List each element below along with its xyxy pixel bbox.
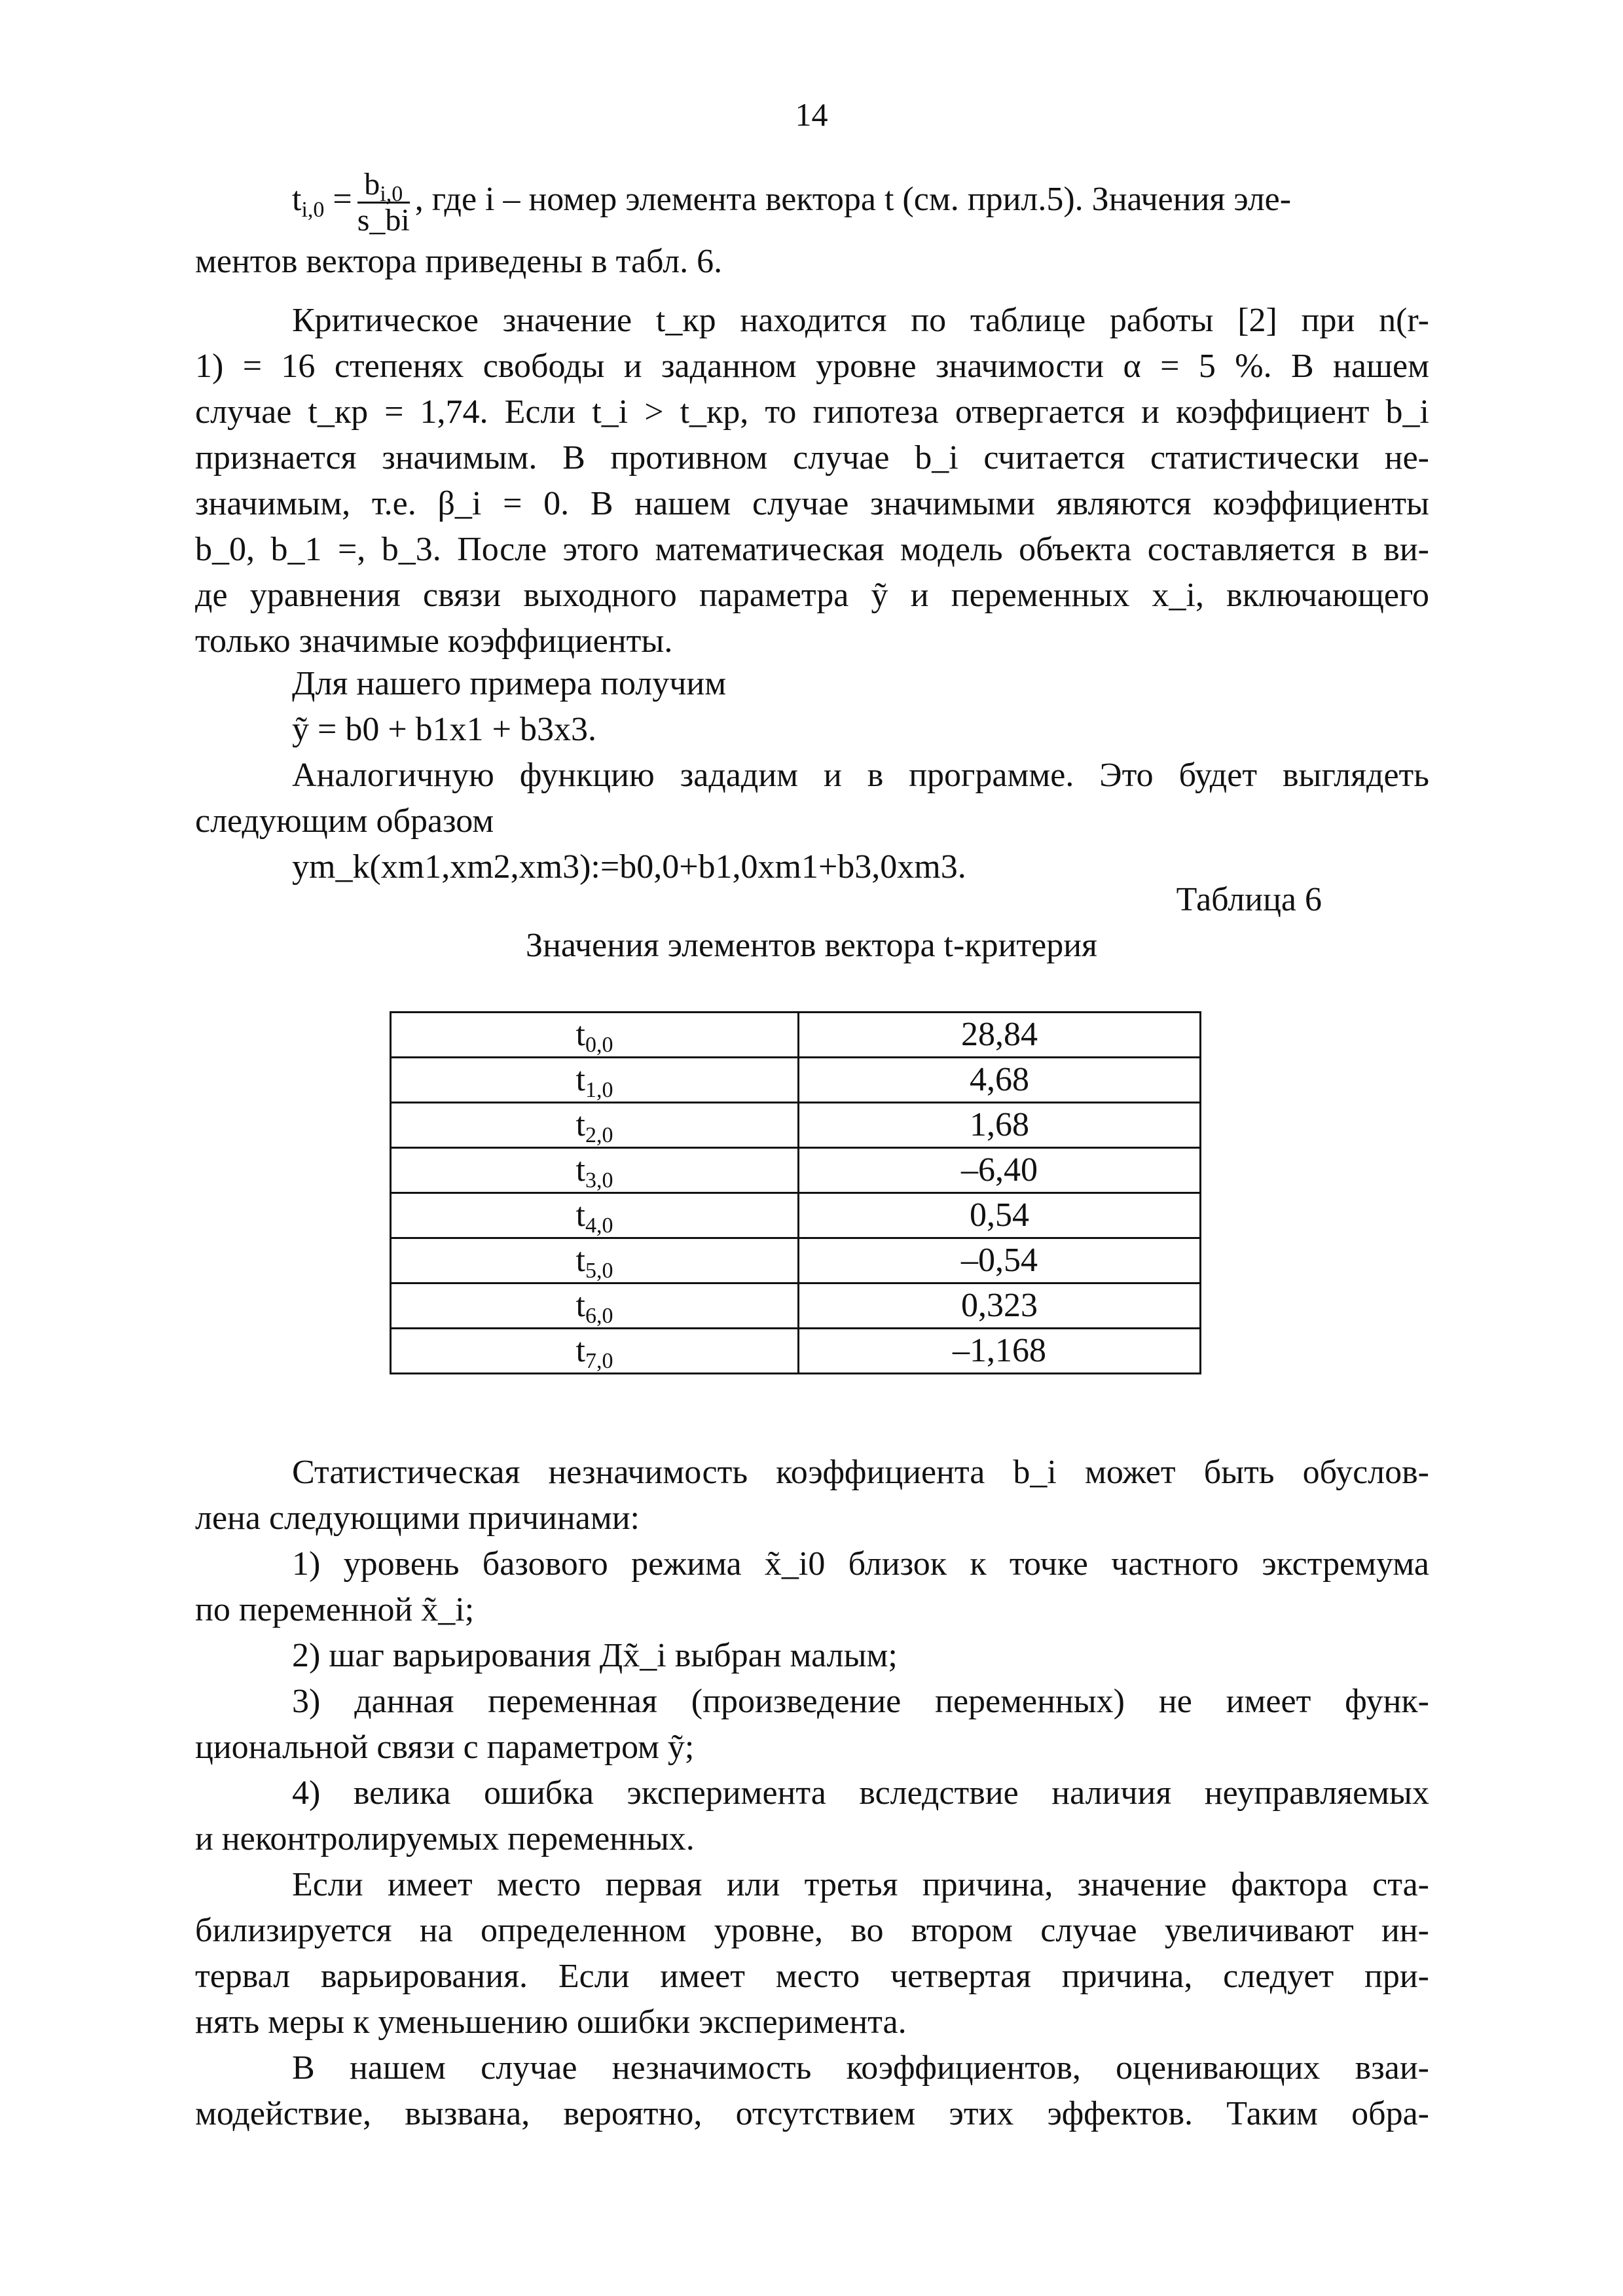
code-line: ym_k(xm1,xm2,xm3):=b0,0+b1,0xm1+b3,0xm3. xyxy=(292,848,966,886)
paragraph-line: Статистическая незначимость коэффициента b_i может быть обуслов- xyxy=(292,1454,1429,1491)
paragraph-line: Критическое значение t_кр находится по таблице работы [2] при n(r- xyxy=(292,302,1429,339)
row-value: 28,84 xyxy=(799,1013,1201,1058)
page-number: 14 xyxy=(795,96,828,133)
row-label: $t_{1,0}$ xyxy=(391,1058,799,1103)
table-row xyxy=(391,1058,1201,1103)
paragraph-line: признается значимым. В противном случае b_i считается статистически не- xyxy=(195,439,1429,476)
equation: ỹ = b0 + b1x1 + b3x3. xyxy=(292,711,596,748)
table-title: Значения элементов вектора t-критерия xyxy=(526,927,1097,964)
paragraph-line: Если имеет место первая или третья причина, значение фактора ста- xyxy=(292,1866,1429,1903)
paragraph-line: лена следующими причинами: xyxy=(195,1499,640,1537)
paragraph-example xyxy=(195,661,1429,890)
row-value: 0,54 xyxy=(799,1193,1201,1238)
row-value: –0,54 xyxy=(799,1238,1201,1283)
table-row xyxy=(391,1013,1201,1058)
paragraph-line: значимым, т.е. β_i = 0. В нашем случае значимыми являются коэффициенты xyxy=(195,485,1429,522)
table-row xyxy=(391,1329,1201,1374)
row-value: 1,68 xyxy=(799,1103,1201,1148)
row-label: $t_{6,0}$ xyxy=(391,1283,799,1329)
row-label: $t_{0,0}$ xyxy=(391,1013,799,1058)
paragraph-line: В нашем случае незначимость коэффициентов, оценивающих взаи- xyxy=(292,2049,1429,2087)
list-item-continuation: циональной связи с параметром ỹ; xyxy=(195,1729,695,1766)
list-item: 3) данная переменная (произведение переменных) не имеет функ- xyxy=(292,1683,1429,1720)
t-values-table xyxy=(390,1011,1201,1374)
row-label: $t_{3,0}$ xyxy=(391,1148,799,1193)
row-value: 4,68 xyxy=(799,1058,1201,1103)
table-row xyxy=(391,1238,1201,1283)
paragraph-line: де уравнения связи выходного параметра ỹ и переменных x_i, включающего xyxy=(195,577,1429,614)
list-item: 2) шаг варьирования Дx̃_i выбран малым; xyxy=(292,1637,898,1674)
formula-line xyxy=(195,160,1429,239)
table-row xyxy=(391,1283,1201,1329)
paragraph-line: Аналогичную функцию зададим и в программе. Это будет выглядеть xyxy=(292,757,1429,794)
row-label: $t_{7,0}$ xyxy=(391,1329,799,1374)
row-value: –1,168 xyxy=(799,1329,1201,1374)
paragraph-line: билизируется на определенном уровне, во втором случае увеличивают ин- xyxy=(195,1912,1429,1949)
formula-tail: , где i – номер элемента вектора t (см. прил.5). Значения эле- xyxy=(414,181,1292,218)
paragraph-line: только значимые коэффициенты. xyxy=(195,622,673,660)
list-item-continuation: и неконтролируемых переменных. xyxy=(195,1820,695,1857)
paragraph-line: 1) = 16 степенях свободы и заданном уровне значимости α = 5 %. В нашем xyxy=(195,348,1429,385)
row-value: –6,40 xyxy=(799,1148,1201,1193)
paragraph-line: нять меры к уменьшению ошибки эксперимента. xyxy=(195,2003,907,2041)
list-item: 1) уровень базового режима x̃_i0 близок к точке частного экстремума xyxy=(292,1545,1429,1583)
list-item: 4) велика ошибка эксперимента вследствие наличия неуправляемых xyxy=(292,1774,1429,1812)
paragraph-line: случае t_кр = 1,74. Если t_i > t_кр, то гипотеза отвергается и коэффициент b_i xyxy=(195,393,1429,431)
paragraph-line: b_0, b_1 =, b_3. После этого математическая модель объекта составляется в ви- xyxy=(195,531,1429,568)
formula-lhs: $t_{i,0}$ = xyxy=(292,181,352,222)
reasons-list xyxy=(195,1541,1429,1862)
table-row xyxy=(391,1193,1201,1238)
paragraph-line: следующим образом xyxy=(195,802,494,840)
paragraph-line: модействие, вызвана, вероятно, отсутствием этих эффектов. Таким обра- xyxy=(195,2095,1429,2132)
table-row xyxy=(391,1148,1201,1193)
paragraph-line: Для нашего примера получим xyxy=(292,665,727,702)
paragraph-conclusion xyxy=(195,2045,1429,2137)
formula-fraction: $\frac{b_{i,0}}{s\_bi}$ xyxy=(357,166,410,238)
paragraph-causes xyxy=(195,1862,1429,2045)
row-label: $t_{5,0}$ xyxy=(391,1238,799,1283)
row-label: $t_{4,0}$ xyxy=(391,1193,799,1238)
list-item-continuation: по переменной x̃_i; xyxy=(195,1591,475,1628)
table-row xyxy=(391,1103,1201,1148)
paragraph-line: ментов вектора приведены в табл. 6. xyxy=(195,243,723,280)
row-label: $t_{2,0}$ xyxy=(391,1103,799,1148)
paragraph-critical-value xyxy=(195,298,1429,664)
table-label: Таблица 6 xyxy=(1176,881,1322,918)
paragraph-insignificance xyxy=(195,1450,1429,1541)
row-value: 0,323 xyxy=(799,1283,1201,1329)
formula-paragraph xyxy=(195,160,1429,285)
paragraph-line: тервал варьирования. Если имеет место четвертая причина, следует при- xyxy=(195,1958,1429,1995)
